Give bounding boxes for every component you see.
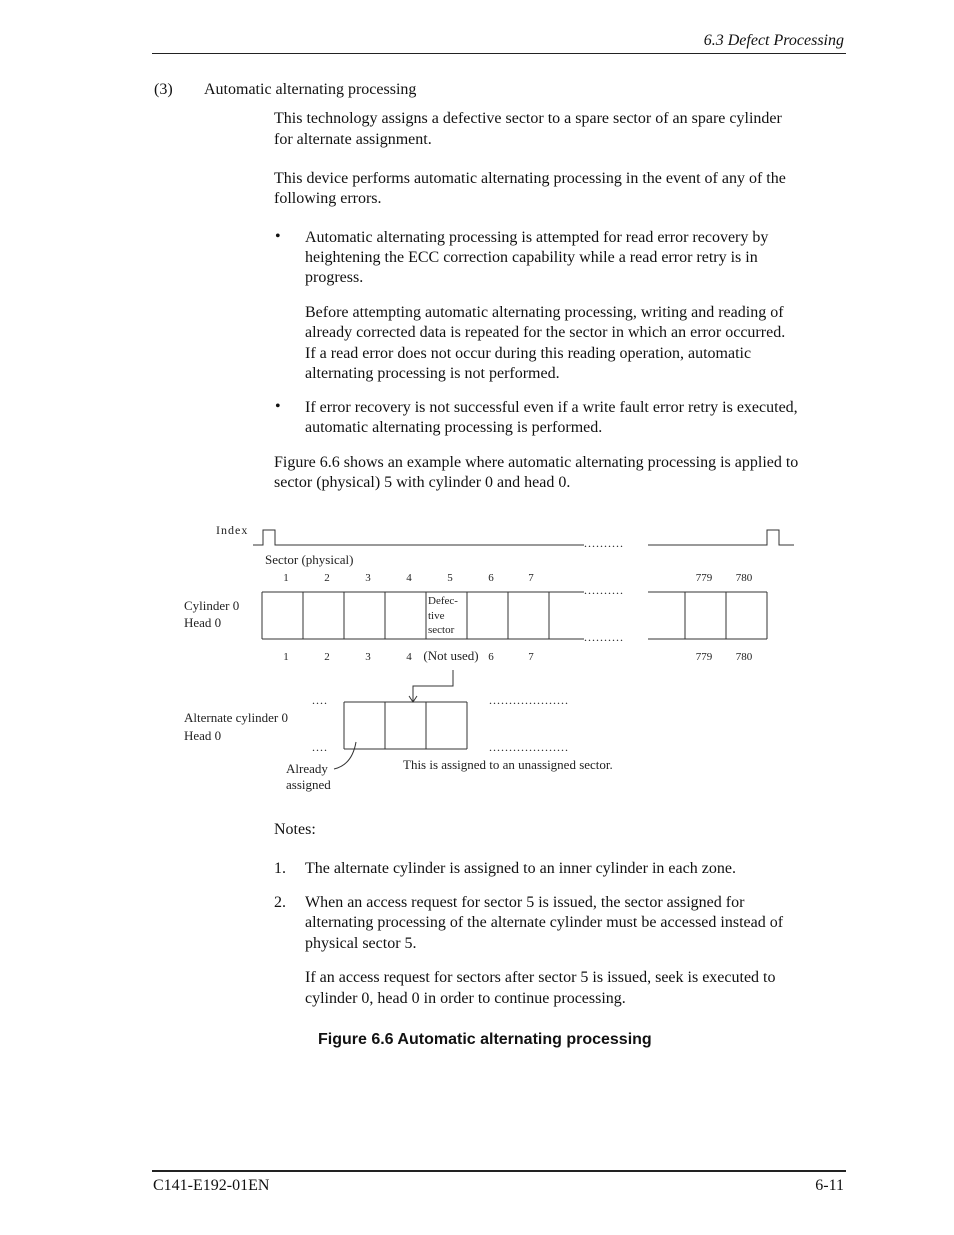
note-line: The alternate cylinder is assigned to an inner cylinder in each zone.: [305, 860, 736, 877]
notes-title: Notes:: [274, 821, 316, 838]
already-assigned-leader: [334, 742, 356, 769]
paragraph-line: following errors.: [274, 190, 382, 207]
sector-label: Sector (physical): [265, 552, 354, 567]
bullet-line: alternating processing is not performed.: [305, 365, 560, 382]
running-header: 6.3 Defect Processing: [703, 32, 844, 49]
section-title: Automatic alternating processing: [204, 81, 417, 98]
bottom-number: 4: [406, 651, 412, 663]
top-number: 6: [488, 572, 494, 584]
paragraph-line: for alternate assignment.: [274, 131, 432, 148]
bottom-number: 779: [695, 651, 713, 663]
already-assigned-label: assigned: [286, 777, 331, 792]
track-ellipsis: ..........: [584, 630, 624, 644]
note-line: physical sector 5.: [305, 935, 417, 952]
alternate-cylinder-label: Alternate cylinder 0: [184, 710, 288, 725]
paragraph-line: Figure 6.6 shows an example where automatic alternating processing is applied to: [274, 454, 799, 471]
index-waveform-left: [253, 530, 584, 545]
note-number: 1.: [274, 860, 286, 877]
bullet-line: progress.: [305, 269, 364, 286]
footer-rule: [152, 1170, 846, 1172]
bottom-number: 780: [735, 651, 753, 663]
already-assigned-label: Already: [286, 761, 328, 776]
bullet-line: heightening the ECC correction capability while a read error retry is in: [305, 249, 758, 266]
top-number: 779: [695, 572, 713, 584]
paragraph-line: This technology assigns a defective sector to a spare sector of an spare cylinder: [274, 110, 782, 127]
top-number: 780: [735, 572, 753, 584]
alt-ellipsis: ....................: [489, 693, 569, 707]
bottom-number: 1: [283, 651, 289, 663]
index-ellipsis: ..........: [584, 536, 624, 550]
bullet-line: automatic alternating processing is performed.: [305, 419, 603, 436]
bullet-marker: •: [275, 228, 281, 245]
bullet-marker: •: [275, 398, 281, 415]
alt-ellipsis: ....................: [489, 740, 569, 754]
paragraph-line: sector (physical) 5 with cylinder 0 and head 0.: [274, 474, 571, 491]
defective-label: sector: [428, 624, 455, 636]
bullet-line: Before attempting automatic alternating processing, writing and reading of: [305, 304, 784, 321]
section-number: (3): [154, 81, 173, 98]
index-label: Index: [216, 523, 249, 537]
bullet-line: If a read error does not occur during this reading operation, automatic: [305, 345, 752, 362]
alt-ellipsis: ....: [312, 693, 328, 707]
bullet-line: already corrected data is repeated for the sector in which an error occurred.: [305, 324, 786, 341]
cylinder-label: Cylinder 0: [184, 598, 240, 613]
index-waveform-right: [648, 530, 794, 545]
top-number: 7: [528, 572, 534, 584]
bottom-number: 2: [324, 651, 330, 663]
bullet-line: Automatic alternating processing is attempted for read error recovery by: [305, 229, 769, 246]
figure-caption: Figure 6.6 Automatic alternating processing: [318, 1031, 652, 1048]
alternate-head-label: Head 0: [184, 728, 222, 743]
defective-label: Defec-: [428, 595, 458, 607]
page-number: 6-11: [815, 1177, 844, 1194]
alt-ellipsis: ....: [312, 740, 328, 754]
bottom-number: 7: [528, 651, 534, 663]
document-id: C141-E192-01EN: [153, 1177, 270, 1194]
top-number: 1: [283, 572, 289, 584]
note-number: 2.: [274, 894, 286, 911]
top-number: 5: [447, 572, 453, 584]
track-ellipsis: ..........: [584, 583, 624, 597]
top-number: 4: [406, 572, 412, 584]
note-line: alternating processing of the alternate cylinder must be accessed instead of: [305, 914, 784, 931]
top-number: 3: [365, 572, 371, 584]
paragraph-line: This device performs automatic alternating processing in the event of any of the: [274, 170, 786, 187]
note-line: If an access request for sectors after sector 5 is issued, seek is executed to: [305, 969, 776, 986]
bottom-number: 3: [365, 651, 371, 663]
top-number: 2: [324, 572, 330, 584]
not-used-label: (Not used): [423, 648, 479, 663]
bottom-number: 6: [488, 651, 494, 663]
head-label: Head 0: [184, 615, 222, 630]
assigned-note: This is assigned to an unassigned sector.: [403, 757, 613, 772]
bullet-line: If error recovery is not successful even if a write fault error retry is executed,: [305, 399, 798, 416]
defective-label: tive: [428, 610, 445, 622]
note-line: When an access request for sector 5 is issued, the sector assigned for: [305, 894, 745, 911]
reassign-arrow: [413, 670, 453, 701]
note-line: cylinder 0, head 0 in order to continue processing.: [305, 990, 626, 1007]
